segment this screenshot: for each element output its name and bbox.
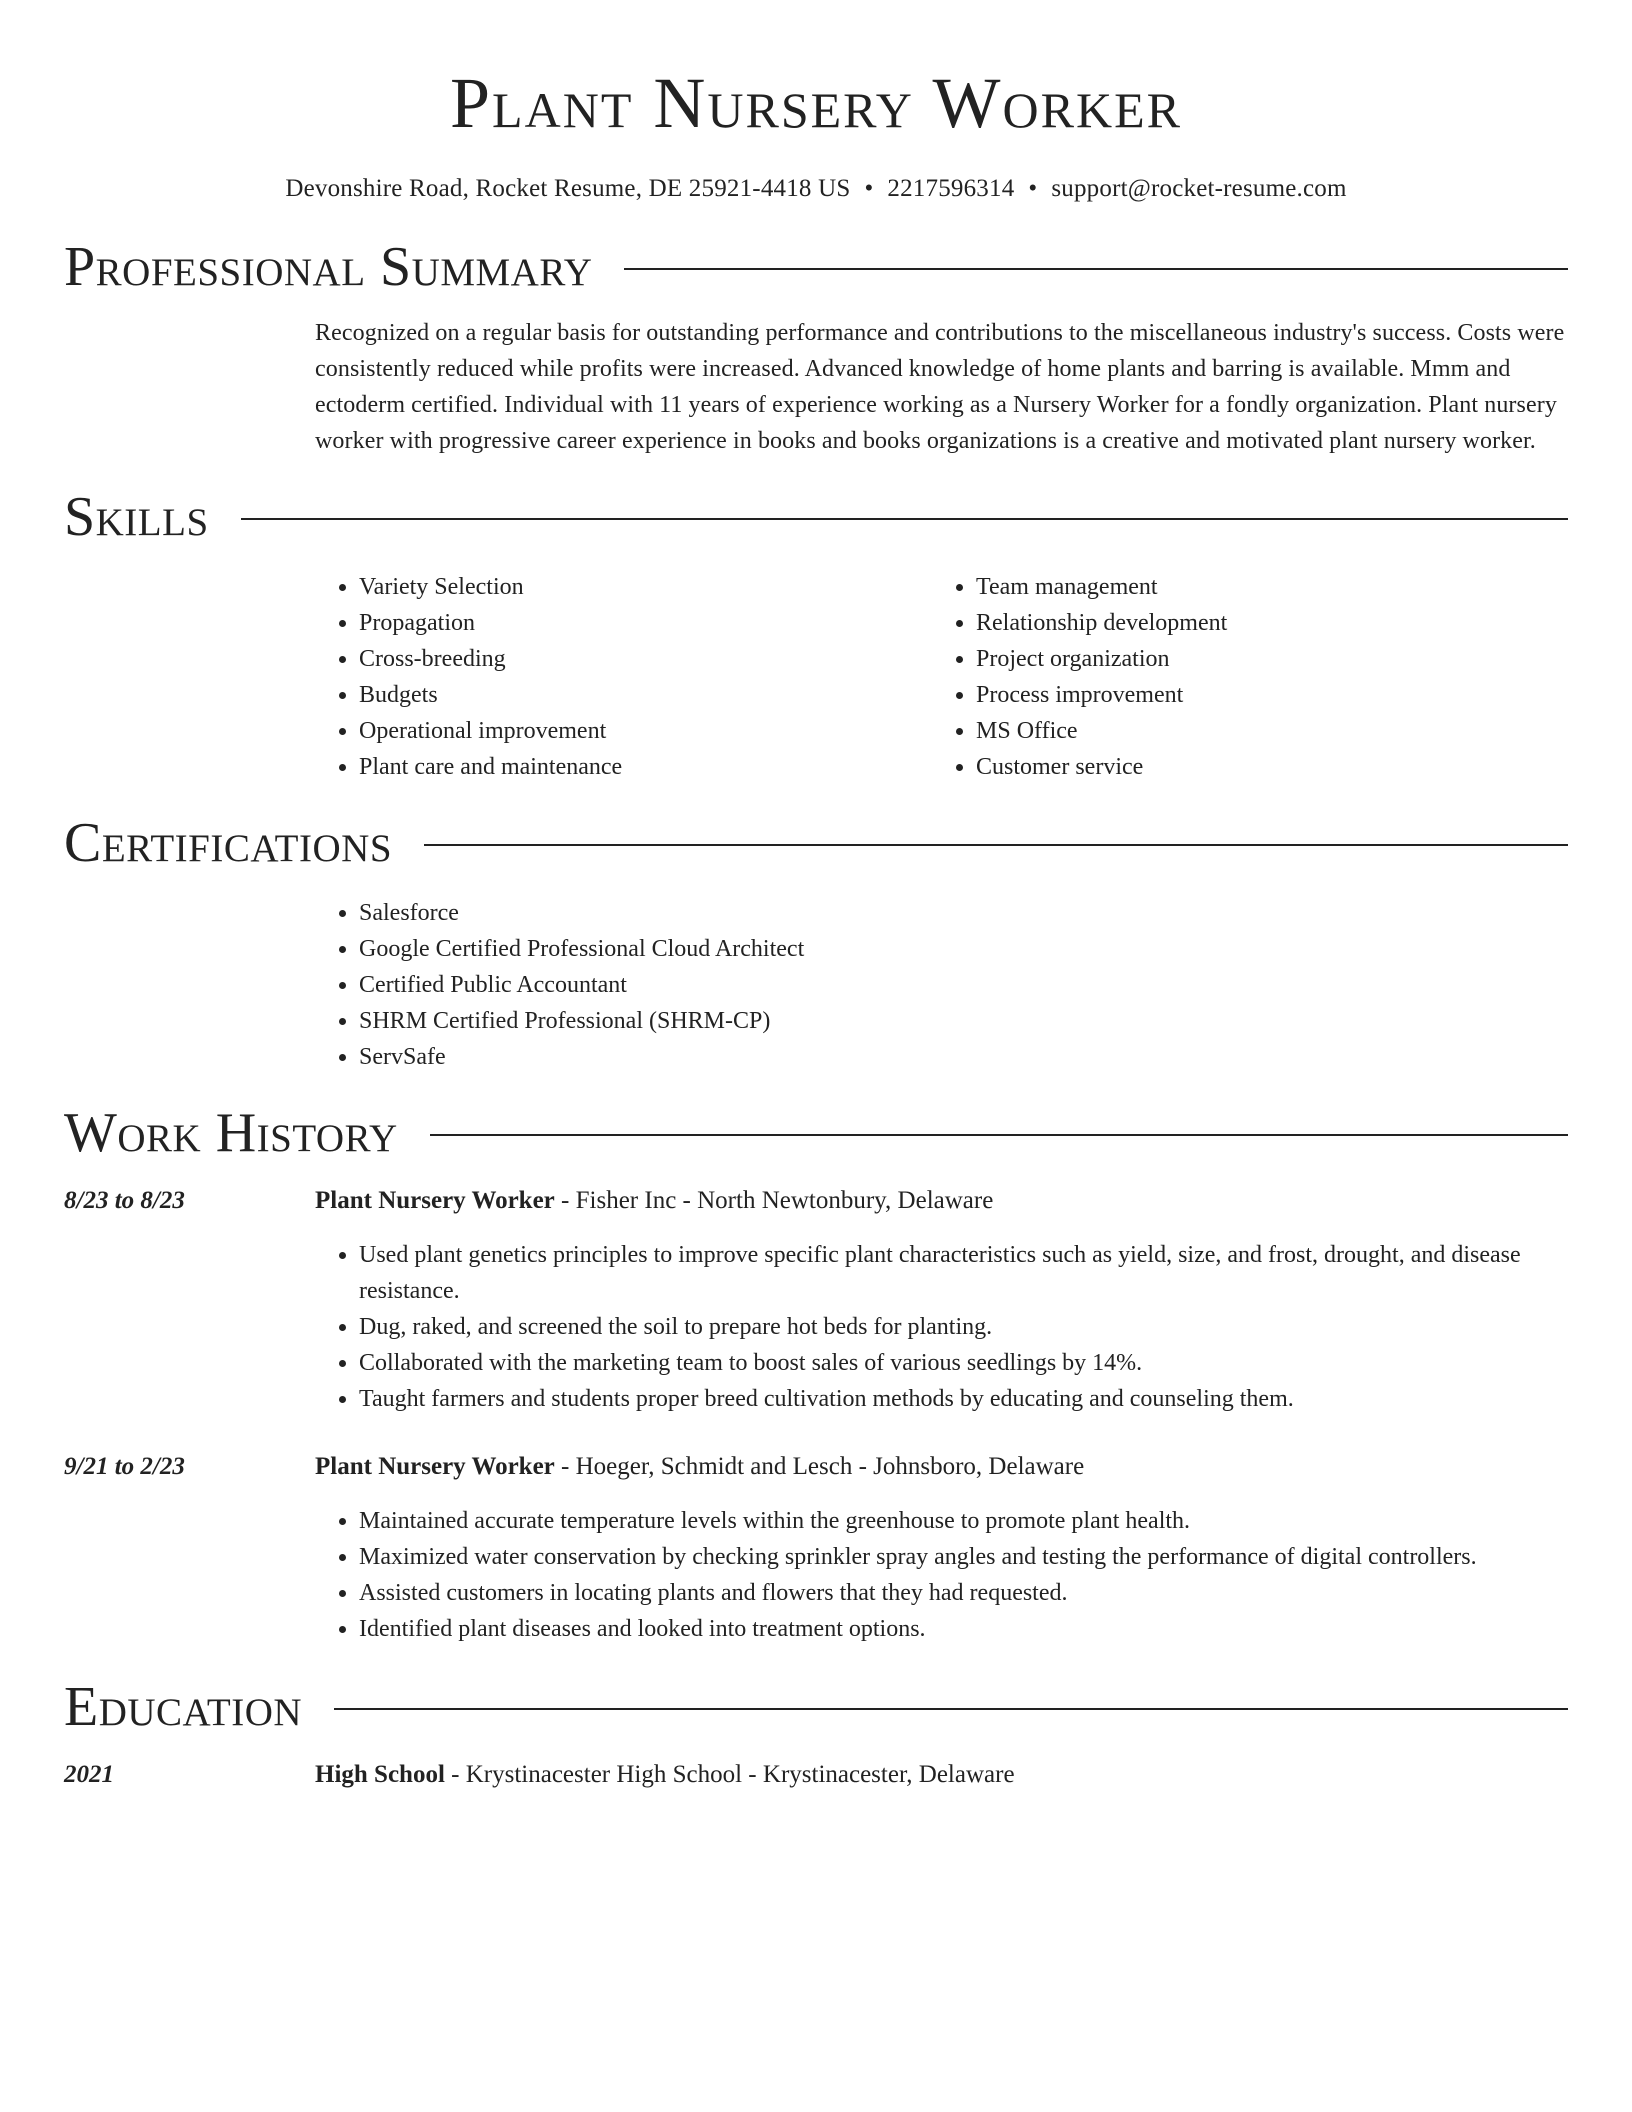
skill-item: • Propagation bbox=[359, 605, 932, 641]
education-header bbox=[315, 1757, 1568, 1793]
skill-item: • MS Office bbox=[976, 713, 1549, 749]
certifications-section bbox=[64, 811, 1568, 1075]
job-dates: 8/23 to 8/23 bbox=[64, 1187, 185, 1214]
skill-item: • Relationship development bbox=[976, 605, 1549, 641]
contact-phone: 2217596314 bbox=[887, 175, 1015, 202]
job-dates: 9/21 to 2/23 bbox=[64, 1453, 185, 1480]
education-section bbox=[64, 1675, 1568, 1793]
certification-item: • Google Certified Professional Cloud Architect bbox=[359, 931, 1568, 967]
skills-list-left bbox=[315, 569, 932, 785]
summary-text: Recognized on a regular basis for outstanding performance and contributions to the miscellaneous industry's success. Costs were consistently reduced while profits were increased. Advanced knowledge of home plants and barring is available. Mmm and ectoderm certified. Individual with 11 years of experience working as a Nursery Worker for a fondly organization. Plant nursery worker with progressive career experience in books and books organizations is a creative and motivated plant nursery worker. bbox=[315, 320, 1565, 454]
education-year: 2021 bbox=[64, 1761, 114, 1788]
education-entry bbox=[64, 1757, 1568, 1793]
skill-item: • Variety Selection bbox=[359, 569, 932, 605]
section-divider bbox=[424, 844, 1568, 846]
job-bullet: • Assisted customers in locating plants and flowers that they had requested. bbox=[359, 1575, 1568, 1611]
skills-heading bbox=[64, 485, 1568, 549]
job-bullet: • Taught farmers and students proper breed cultivation methods by educating and counseling them. bbox=[359, 1381, 1568, 1417]
work-history-heading bbox=[64, 1101, 1568, 1165]
education-heading-text: Education bbox=[64, 1676, 303, 1738]
skills-column-right bbox=[932, 569, 1549, 785]
job-bullets bbox=[315, 1503, 1568, 1647]
certifications-list bbox=[315, 895, 1568, 1075]
section-divider bbox=[430, 1134, 1568, 1136]
job-title: Plant Nursery Worker bbox=[315, 1187, 555, 1214]
skills-heading-text: Skills bbox=[64, 486, 209, 548]
candidate-name: Plant Nursery Worker bbox=[450, 63, 1182, 143]
job-bullet: • Maintained accurate temperature levels within the greenhouse to promote plant health. bbox=[359, 1503, 1568, 1539]
section-divider bbox=[624, 268, 1568, 270]
education-details: - Krystinacester High School - Krystinacester, Delaware bbox=[444, 1761, 1015, 1788]
skill-item: • Project organization bbox=[976, 641, 1549, 677]
job-header bbox=[315, 1183, 1568, 1219]
job-entry bbox=[64, 1449, 1568, 1647]
contact-line bbox=[64, 173, 1568, 205]
contact-address: Devonshire Road, Rocket Resume, DE 25921-4418 US bbox=[285, 175, 851, 202]
certification-item: • ServSafe bbox=[359, 1039, 1568, 1075]
certification-item: • SHRM Certified Professional (SHRM-CP) bbox=[359, 1003, 1568, 1039]
job-bullet: • Collaborated with the marketing team to boost sales of various seedlings by 14%. bbox=[359, 1345, 1568, 1381]
skill-item: • Cross-breeding bbox=[359, 641, 932, 677]
certification-item: • Certified Public Accountant bbox=[359, 967, 1568, 1003]
education-heading bbox=[64, 1675, 1568, 1739]
skill-item: • Plant care and maintenance bbox=[359, 749, 932, 785]
skills-section bbox=[64, 485, 1568, 785]
job-bullet: • Identified plant diseases and looked into treatment options. bbox=[359, 1611, 1568, 1647]
job-details: - Fisher Inc - North Newtonbury, Delaware bbox=[554, 1187, 994, 1214]
summary-section bbox=[64, 235, 1568, 459]
skill-item: • Team management bbox=[976, 569, 1549, 605]
summary-heading-text: Professional Summary bbox=[64, 236, 593, 298]
job-bullets bbox=[315, 1237, 1568, 1417]
certifications-heading-text: Certifications bbox=[64, 812, 393, 874]
job-header bbox=[315, 1449, 1568, 1485]
section-divider bbox=[241, 518, 1568, 520]
work-history-heading-text: Work History bbox=[64, 1102, 398, 1164]
certification-item: • Salesforce bbox=[359, 895, 1568, 931]
contact-email: support@rocket-resume.com bbox=[1051, 175, 1347, 202]
resume-page bbox=[64, 0, 1568, 1793]
skill-item: • Customer service bbox=[976, 749, 1549, 785]
job-bullet: • Used plant genetics principles to improve specific plant characteristics such as yield, size, and frost, drought, and disease resistance. bbox=[359, 1237, 1568, 1309]
section-divider bbox=[334, 1708, 1568, 1710]
skills-list-right bbox=[932, 569, 1549, 785]
contact-separator: • bbox=[864, 175, 874, 202]
contact-separator: • bbox=[1028, 175, 1038, 202]
job-details: - Hoeger, Schmidt and Lesch - Johnsboro, Delaware bbox=[554, 1453, 1085, 1480]
job-bullet: • Maximized water conservation by checking sprinkler spray angles and testing the performance of digital controllers. bbox=[359, 1539, 1568, 1575]
work-history-section bbox=[64, 1101, 1568, 1647]
certifications-heading bbox=[64, 811, 1568, 875]
skills-grid bbox=[315, 569, 1568, 785]
job-entry bbox=[64, 1183, 1568, 1417]
education-degree: High School bbox=[315, 1761, 445, 1788]
skill-item: • Operational improvement bbox=[359, 713, 932, 749]
job-title: Plant Nursery Worker bbox=[315, 1453, 555, 1480]
skills-column-left bbox=[315, 569, 932, 785]
skill-item: • Budgets bbox=[359, 677, 932, 713]
skill-item: • Process improvement bbox=[976, 677, 1549, 713]
job-bullet: • Dug, raked, and screened the soil to prepare hot beds for planting. bbox=[359, 1309, 1568, 1345]
summary-heading bbox=[64, 235, 1568, 299]
